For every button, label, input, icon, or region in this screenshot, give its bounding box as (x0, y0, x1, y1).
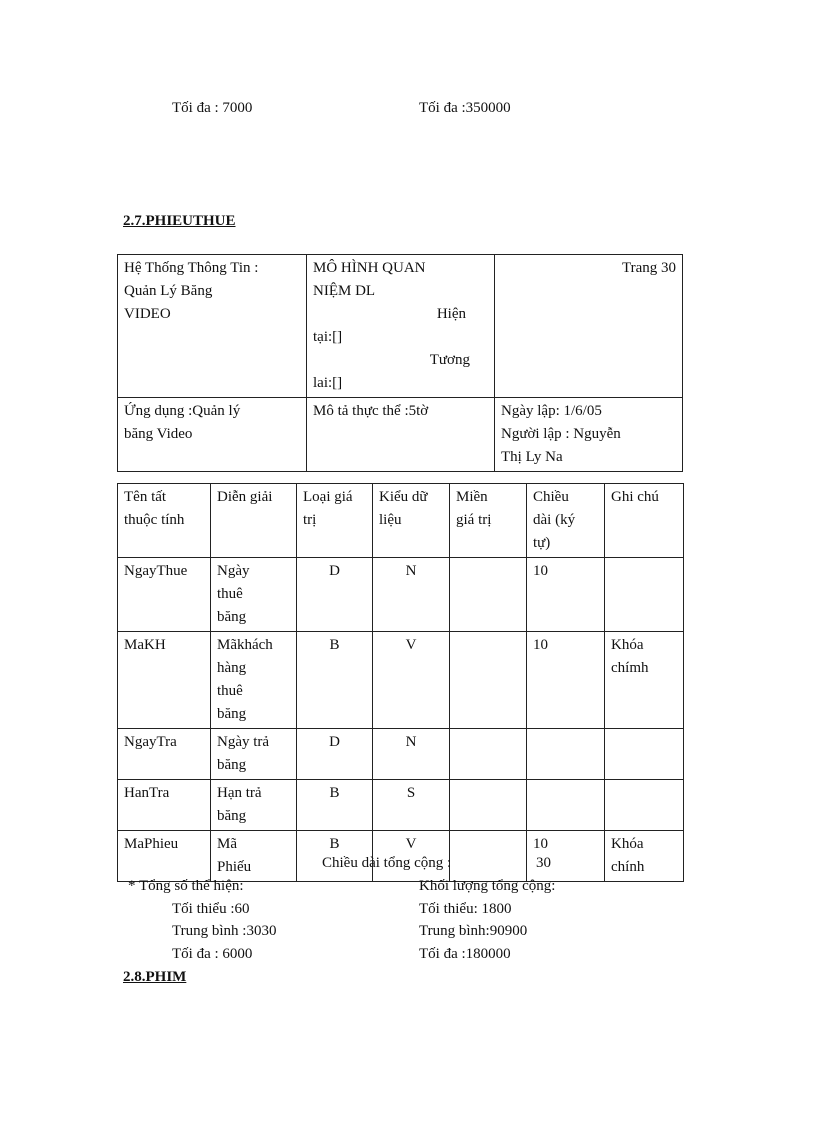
top-max-right: Tối đa :350000 (419, 100, 511, 116)
creator-line1: Người lập : Nguyễn (501, 426, 621, 442)
total-length-label: Chiều dài tổng cộng : (322, 855, 452, 871)
application-line2: băng Video (124, 426, 193, 442)
future-value: lai:[] (313, 375, 343, 391)
table-cell: Ngày thuê băng (211, 558, 297, 632)
table-cell (605, 780, 684, 831)
table-cell (605, 558, 684, 632)
total-length-value: 30 (536, 855, 551, 871)
column-header: Kiểu dữ liệu (373, 484, 450, 558)
system-name-line2: VIDEO (124, 306, 171, 322)
table-cell (450, 831, 527, 882)
table-cell: 10 (527, 831, 605, 882)
entity-header-table (117, 254, 683, 472)
table-cell: B (297, 632, 373, 729)
page-cell (495, 255, 683, 398)
table-cell: Mã Phiếu (211, 831, 297, 882)
table-row (118, 632, 684, 729)
system-label: Hệ Thống Thông Tin : (124, 260, 259, 276)
top-max-left: Tối đa : 7000 (172, 100, 253, 116)
table-cell (450, 729, 527, 780)
table-cell: 10 (527, 632, 605, 729)
max-volume: Tối đa :180000 (419, 946, 511, 962)
table-cell: N (373, 558, 450, 632)
column-header: Chiều dài (ký tự) (527, 484, 605, 558)
column-header: Tên tất thuộc tính (118, 484, 211, 558)
table-header-row (118, 484, 684, 558)
table-cell: Mãkhách hàng thuê băng (211, 632, 297, 729)
page-number: Trang 30 (621, 260, 676, 276)
table-cell: NgayTra (118, 729, 211, 780)
column-header: Ghi chú (605, 484, 684, 558)
column-header: Diễn giải (211, 484, 297, 558)
system-name-line1: Quản Lý Băng (124, 283, 213, 299)
column-header: Loại giá trị (297, 484, 373, 558)
max-instances: Tối đa : 6000 (172, 946, 253, 962)
table-cell: S (373, 780, 450, 831)
table-cell: 10 (527, 558, 605, 632)
table-cell (450, 558, 527, 632)
application-cell (118, 398, 307, 472)
table-cell: MaPhieu (118, 831, 211, 882)
section-title-phim: 2.8.PHIM (123, 969, 187, 985)
model-title-line1: MÔ HÌNH QUAN (313, 260, 426, 276)
creator-line2: Thị Ly Na (501, 449, 563, 465)
table-cell: HanTra (118, 780, 211, 831)
min-volume: Tối thiểu: 1800 (419, 901, 512, 917)
table-cell (527, 780, 605, 831)
table-cell: B (297, 831, 373, 882)
table-cell: B (297, 780, 373, 831)
table-cell: NgayThue (118, 558, 211, 632)
min-instances: Tối thiểu :60 (172, 901, 250, 917)
table-row (118, 780, 684, 831)
avg-volume: Trung bình:90900 (419, 923, 528, 939)
table-row (118, 729, 684, 780)
table-cell: V (373, 632, 450, 729)
volume-label: Khối lượng tổng cộng: (419, 878, 556, 894)
application-line1: Ứng dụng :Quản lý (124, 403, 241, 419)
table-cell (450, 632, 527, 729)
model-title-line2: NIỆM DL (313, 283, 376, 299)
table-cell: V (373, 831, 450, 882)
section-title-phieuthue: 2.7.PHIEUTHUE (123, 213, 236, 229)
table-cell (605, 729, 684, 780)
table-cell: D (297, 729, 373, 780)
table-cell: Khóa chính (605, 831, 684, 882)
model-cell (307, 255, 495, 398)
table-cell: N (373, 729, 450, 780)
instances-label: * Tổng số thể hiện: (128, 878, 244, 894)
creator-cell (495, 398, 683, 472)
table-cell (450, 780, 527, 831)
table-cell: MaKH (118, 632, 211, 729)
table-cell: Khóa chímh (605, 632, 684, 729)
future-label: Tương (429, 352, 470, 368)
table-cell: D (297, 558, 373, 632)
table-cell: Hạn trả băng (211, 780, 297, 831)
attribute-table (117, 483, 684, 882)
created-date: Ngày lập: 1/6/05 (501, 403, 602, 419)
system-cell (118, 255, 307, 398)
table-cell (527, 729, 605, 780)
avg-instances: Trung bình :3030 (172, 923, 277, 939)
entity-description: Mô tả thực thể :5tờ (313, 403, 429, 419)
column-header: Miền giá trị (450, 484, 527, 558)
entity-desc-cell (307, 398, 495, 472)
current-value: tại:[] (313, 329, 343, 345)
table-cell: Ngày trả băng (211, 729, 297, 780)
table-row (118, 558, 684, 632)
current-label: Hiện (436, 306, 466, 322)
